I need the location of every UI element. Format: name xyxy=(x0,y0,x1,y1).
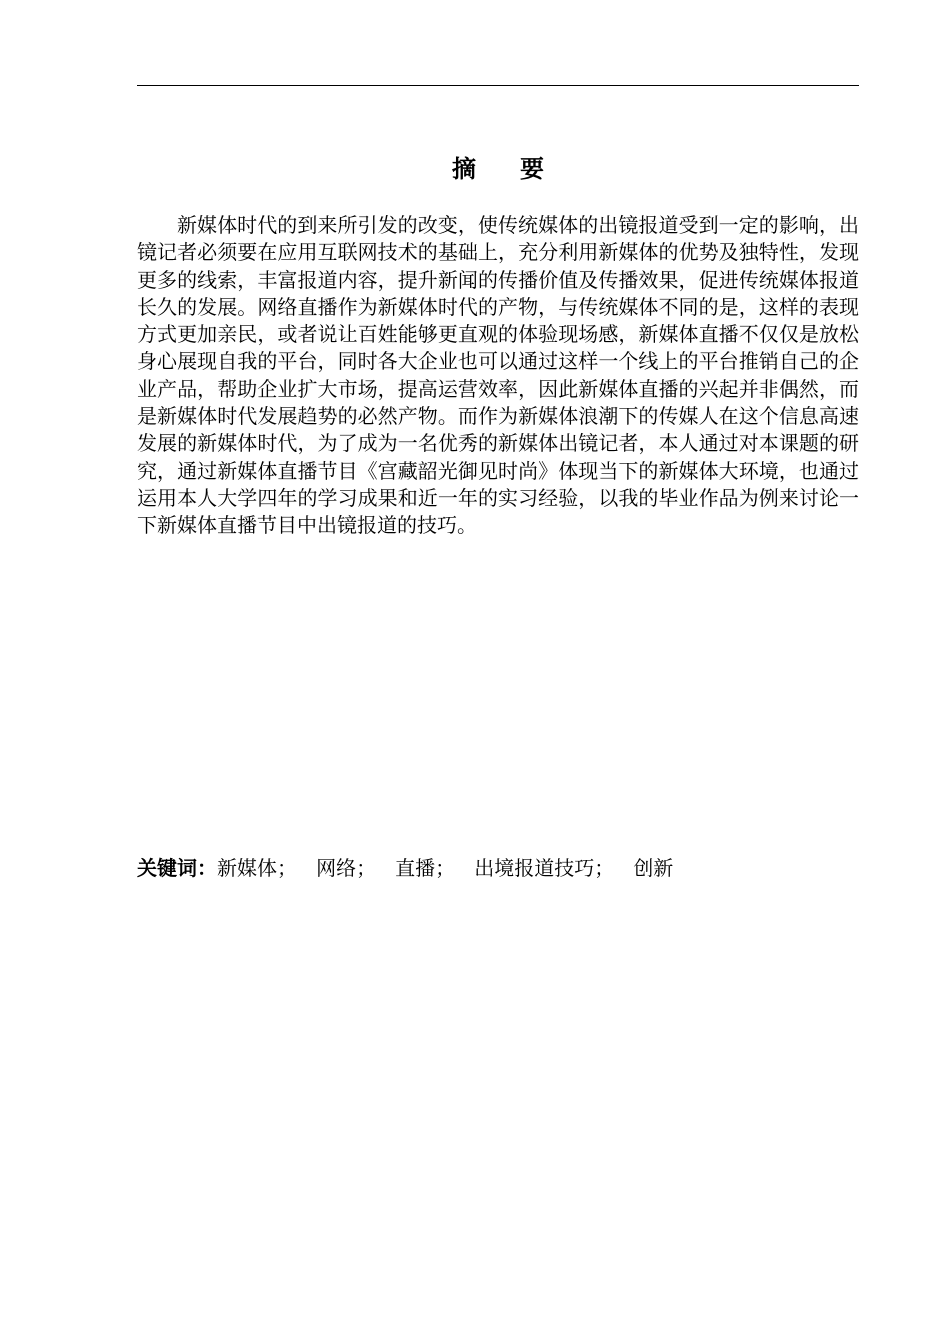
keywords-line xyxy=(137,854,859,882)
abstract-title: 摘要 xyxy=(452,155,588,183)
abstract-body: 新媒体时代的到来所引发的改变，使传统媒体的出镜报道受到一定的影响，出镜记者必须要在应用互联网技术的基础上，充分利用新媒体的优势及独特性，发现更多的线索，丰富报道内容，提升新闻的传播价值及传播效果，促进传统媒体报道长久的发展。网络直播作为新媒体时代的产物，与传统媒体不同的是，这样的表现方式更加亲民，或者说让百姓能够更直观的体验现场感，新媒体直播不仅仅是放松身心展现自我的平台，同时各大企业也可以通过这样一个线上的平台推销自己的企业产品，帮助企业扩大市场，提高运营效率，因此新媒体直播的兴起并非偶然，而是新媒体时代发展趋势的必然产物。而作为新媒体浪潮下的传媒人在这个信息高速发展的新媒体时代，为了成为一名优秀的新媒体出镜记者，本人通过对本课题的研究，通过新媒体直播节目《宫藏韶光御见时尚》体现当下的新媒体大环境，也通过运用本人大学四年的学习成果和近一年的实习经验，以我的毕业作品为例来讨论一下新媒体直播节目中出镜报道的技巧。 xyxy=(137,213,859,538)
keyword-item: 新媒体； xyxy=(217,856,297,880)
keyword-item: 创新 xyxy=(633,856,674,880)
keywords-label: 关键词： xyxy=(137,856,217,880)
keyword-item: 出境报道技巧； xyxy=(474,856,615,880)
keyword-item: 直播； xyxy=(395,856,456,880)
header-rule xyxy=(137,85,859,86)
keyword-item: 网络； xyxy=(316,856,377,880)
